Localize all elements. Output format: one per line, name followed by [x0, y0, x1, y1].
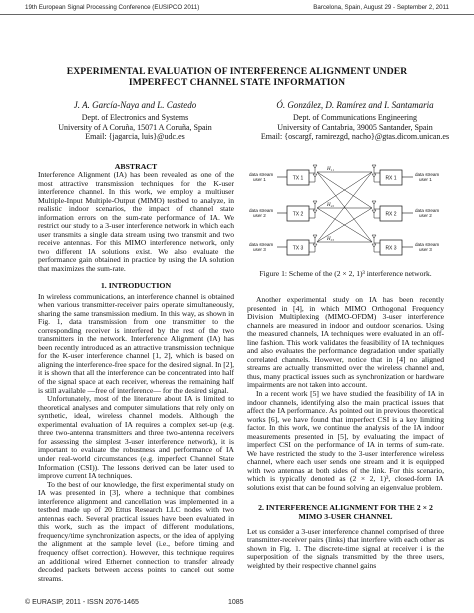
rx3-label: RX 3 [385, 245, 397, 252]
input-label-user2-b: user 2 [253, 213, 266, 218]
rx1-label: RX 1 [385, 175, 397, 182]
author-block-right [250, 101, 460, 141]
input-label-user1-a: data stream [249, 172, 274, 177]
author-univ-right: University of Cantabria, 39005 Santander, Spain [277, 122, 433, 132]
page-number: 1085 [228, 599, 244, 606]
channel-h11-label: H₁₁ [327, 167, 335, 172]
paper-title-line-1: EXPERIMENTAL EVALUATION OF INTERFERENCE ALIGNMENT UNDER [66, 66, 408, 77]
intro-paragraph-1: In wireless communications, an interference channel is obtained when various transmitter-receiver pairs operate simultaneously, sharing the same transmission medium. In this way, as shown in Fig. 1, data transmission from one transmitter to the corresponding receiver is interfered by the rest of the two transmitters in the network. Interference Alignment (IA) has been recently introduced as an attractive transmission technique for the K-user interference channel [1, 2], which is based on aligning the interference-free space for the desired signal. In [2], it is shown that all the interference can be concentrated into half of the signal space at each receiver, whereas the remaining half is still available —free of interference— for the desired signal. [38, 291, 234, 395]
figure-caption: Figure 1: Scheme of the (2 × 2, 1)³ interference network. [259, 269, 432, 278]
intro-paragraph-2: Unfortunately, most of the literature about IA is limited to theoretical analyses and computer simulations that rely only on synthetic, ideal, wireless channel models. Although the experimental evaluation of IA requires a complex set-up (e.g. three two-antenna transmitters and three two-antenna receivers for assessing the simplest 3-user interference network), it is important to evaluate the robustness and performance of IA under real-world circumstances (e.g. imperfect Channel State Information (CSI)). The lessons derived can be later used to improve current IA techniques. [38, 394, 234, 481]
running-header [0, 0, 474, 15]
conference-location: Barcelona, Spain, August 29 - September 2, 2011 [313, 4, 449, 11]
tx1-label: TX 1 [292, 175, 304, 182]
tx3-label: TX 3 [292, 245, 304, 252]
channel-h22-label: H₂₂ [327, 203, 335, 208]
rx2-label: RX 2 [385, 211, 397, 218]
channel-links [317, 172, 372, 242]
page-footer [0, 598, 474, 610]
input-label-user3-a: data stream [249, 242, 274, 247]
right-paragraph-1: Another experimental study on IA has been recently presented in [4], in which MIMO Orthogonal Frequency Division Multiplexing (MIMO-OFDM) 3-user interference channels are measured in indoor and outdoor scenarios. Using the measured channels, IA techniques were evaluated in an off-line fashion. This work validates the feasibility of IA techniques and also evaluates the performance degradation under spatially correlated channels. However, notice that in [4] no aligned streams are actually transmitted over the wireless channel and, thus, many practical issues such as synchronization or hardware impairments are not taken into account. [247, 295, 444, 390]
author-email-right: Email: {oscargf, ramirezgd, nacho}@gtas.dicom.unican.es [260, 131, 450, 141]
input-label-user3-b: user 3 [253, 247, 266, 252]
abstract-text: Interference Alignment (IA) has been revealed as one of the most attractive transmission techniques for the K-user interference channel. In this work, we employ a multiuser Multiple-Input Multiple-Output (MIMO) testbed to analyze, in realistic indoor scenarios, the impact of channel state information errors on the sum-rate performance of IA. We restrict our study to a 3-user interference network in which each user transmits a single data stream using two transmit and two receive antennas. For this MIMO interference network, only two different IA solutions exist. We also evaluate the performance gain obtained in practice by using the IA solution that maximizes the sum-rate. [38, 170, 234, 274]
author-names-right: Ó. González, D. Ramírez and I. Santamaria [276, 100, 434, 110]
author-names-left: J. A. García-Naya and L. Castedo [73, 100, 197, 110]
tx2-label: TX 2 [292, 211, 304, 218]
paper-title [0, 66, 474, 88]
paper-title-line-2: IMPERFECT CHANNEL STATE INFORMATION [128, 77, 346, 88]
right-paragraph-3: Let us consider a 3-user interference channel comprised of three transmitter-receiver pairs (links) that interfere with each other as shown in Fig. 1. The discrete-time signal at receiver i is the superposition of the signals transmitted by the three users, weighted by their respective channel gains [247, 526, 444, 570]
output-label-user2-b: user 2 [419, 213, 432, 218]
output-label-user3-a: data stream [415, 242, 440, 247]
footer-copyright: © EURASIP, 2011 - ISSN 2076-1465 [25, 599, 139, 606]
abstract-heading: ABSTRACT [114, 162, 158, 171]
right-column [247, 296, 444, 570]
output-label-user3-b: user 3 [419, 247, 432, 252]
interference-network-figure [247, 162, 444, 262]
output-label-user1-b: user 1 [419, 177, 432, 182]
author-dept-right: Dept. of Communications Engineering [293, 113, 417, 123]
conference-name: 19th European Signal Processing Conference (EUSIPCO 2011) [25, 4, 200, 11]
intro-paragraph-3: To the best of our knowledge, the first experimental study on IA was presented in [3], where a technique that combines interference alignment and cancellation was implemented in a testbed made up of 20 Ettus Research LLC nodes with two antennas each. Several practical issues have been evaluated in this work, such as the impact of different modulations, frequency/time synchronization aspects, or the idea of applying the alignment at the sample level (i.e., before timing and frequency offset correction). However, this technique requires an additional wired Ethernet connection to transfer already decoded packets between access points to cancel out some streams. [38, 479, 234, 583]
author-email-left: Email: {jagarcia, luis}@udc.es [85, 131, 185, 141]
input-label-user1-b: user 1 [253, 177, 266, 182]
left-column [38, 162, 234, 583]
right-paragraph-2: In a recent work [5] we have studied the feasibility of IA in indoor channels, identifying also the main practical issues that affect the IA performance. As pointed out in previous theoretical works [6], we have found that imperfect CSI is a key limiting factor. In this work, we continue the analysis of the IA indoor measurements presented in [5], by evaluating the impact of imperfect CSI on the performance of IA in terms of sum-rate. We have restricted the study to the 3-user interference wireless channel, where each user sends one stream and it is equipped with two antennas at both sides of the link. For this scenario, which is typically denoted as (2 × 2, 1)³, closed-form IA solutions exist that can be found solving an eigenvalue problem. [247, 389, 444, 493]
author-univ-left: University of A Coruña, 15071 A Coruña, Spain [58, 122, 212, 132]
section-2-heading: 2. INTERFERENCE ALIGNMENT FOR THE 2 × 2 MIMO 3-USER CHANNEL [258, 502, 433, 521]
channel-h33-label: H₃₃ [327, 237, 335, 242]
input-label-user2-a: data stream [249, 208, 274, 213]
output-label-user1-a: data stream [415, 172, 440, 177]
author-block-left [40, 101, 230, 141]
intro-heading: 1. INTRODUCTION [100, 280, 172, 290]
output-label-user2-a: data stream [415, 208, 440, 213]
author-dept-left: Dept. of Electronics and Systems [81, 113, 189, 123]
